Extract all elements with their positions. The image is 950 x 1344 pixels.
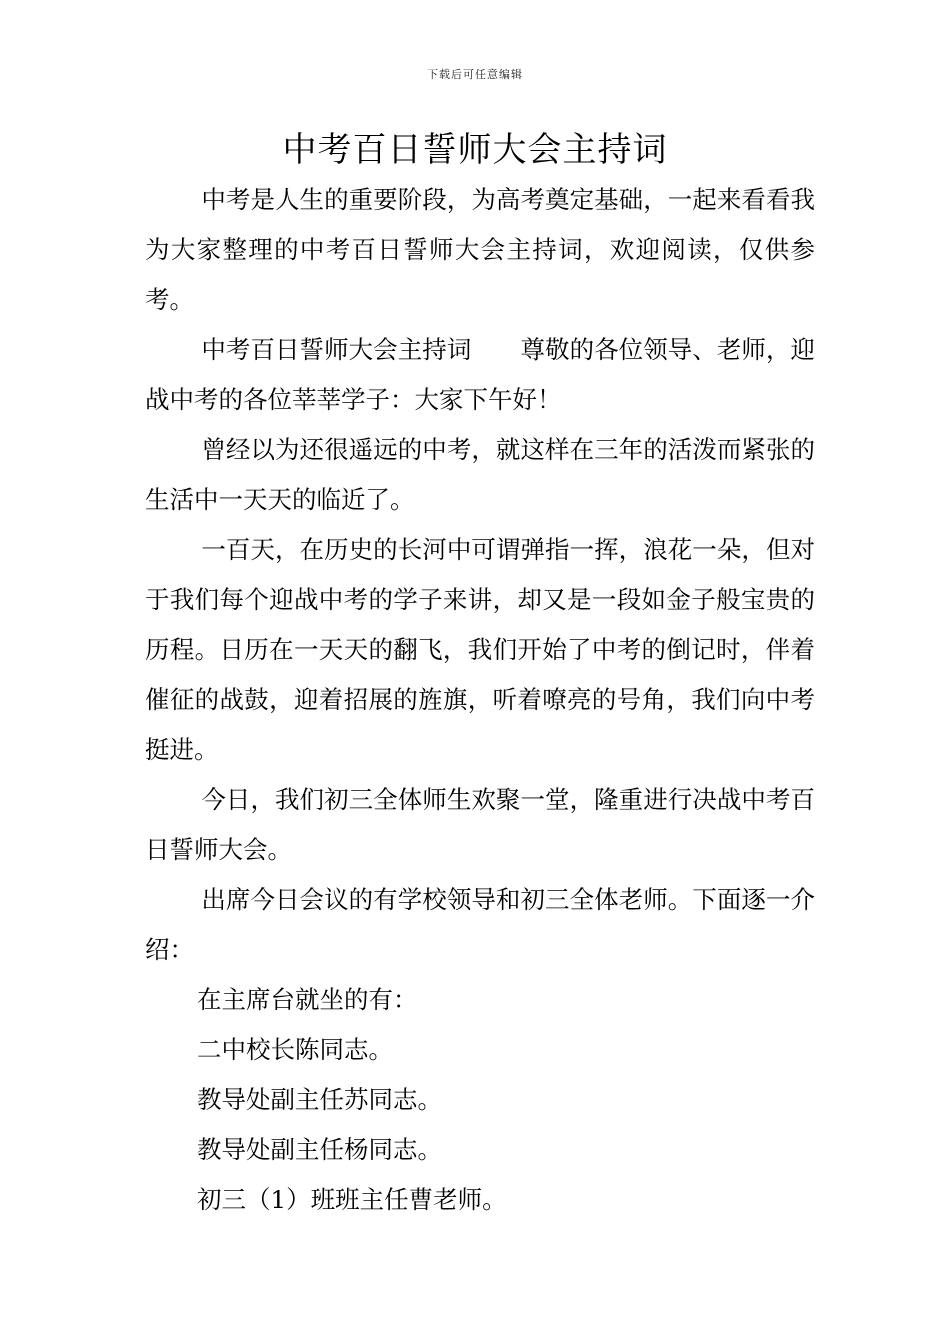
paragraph-4: 出席今日会议的有学校领导和初三全体老师。下面逐一介绍：: [145, 885, 815, 964]
list-item: 在主席台就坐的有：: [197, 985, 418, 1014]
paragraph-1: 曾经以为还很遥远的中考，就这样在三年的活泼而紧张的生活中一天天的临近了。: [145, 435, 815, 514]
paragraph-3: 今日，我们初三全体师生欢聚一堂，隆重进行决战中考百日誓师大会。: [145, 785, 815, 864]
list-item: 初三（1）班班主任曹老师。: [197, 1185, 507, 1214]
document-title: 中考百日誓师大会主持词: [282, 130, 668, 170]
header-note: 下载后可任意编辑: [427, 68, 523, 81]
paragraph-2: 一百天，在历史的长河中可谓弹指一挥，浪花一朵，但对于我们每个迎战中考的学子来讲，却又是一段如金子般宝贵的历程。日历在一天天的翻飞，我们开始了中考的倒记时，伴着催征的战鼓，迎着招展的旌旗，听着嘹亮的号角，我们向中考挺进。: [145, 535, 815, 764]
list-item: 教导处副主任杨同志。: [197, 1135, 442, 1164]
list-item: 二中校长陈同志。: [197, 1035, 393, 1064]
paragraph-greeting: 中考百日誓师大会主持词 尊敬的各位领导、老师，迎战中考的各位莘莘学子：大家下午好！: [145, 335, 815, 414]
paragraph-intro: 中考是人生的重要阶段，为高考奠定基础，一起来看看我为大家整理的中考百日誓师大会主持词，欢迎阅读，仅供参考。: [145, 185, 815, 314]
list-item: 教导处副主任苏同志。: [197, 1085, 442, 1114]
document-body: [145, 175, 815, 1225]
